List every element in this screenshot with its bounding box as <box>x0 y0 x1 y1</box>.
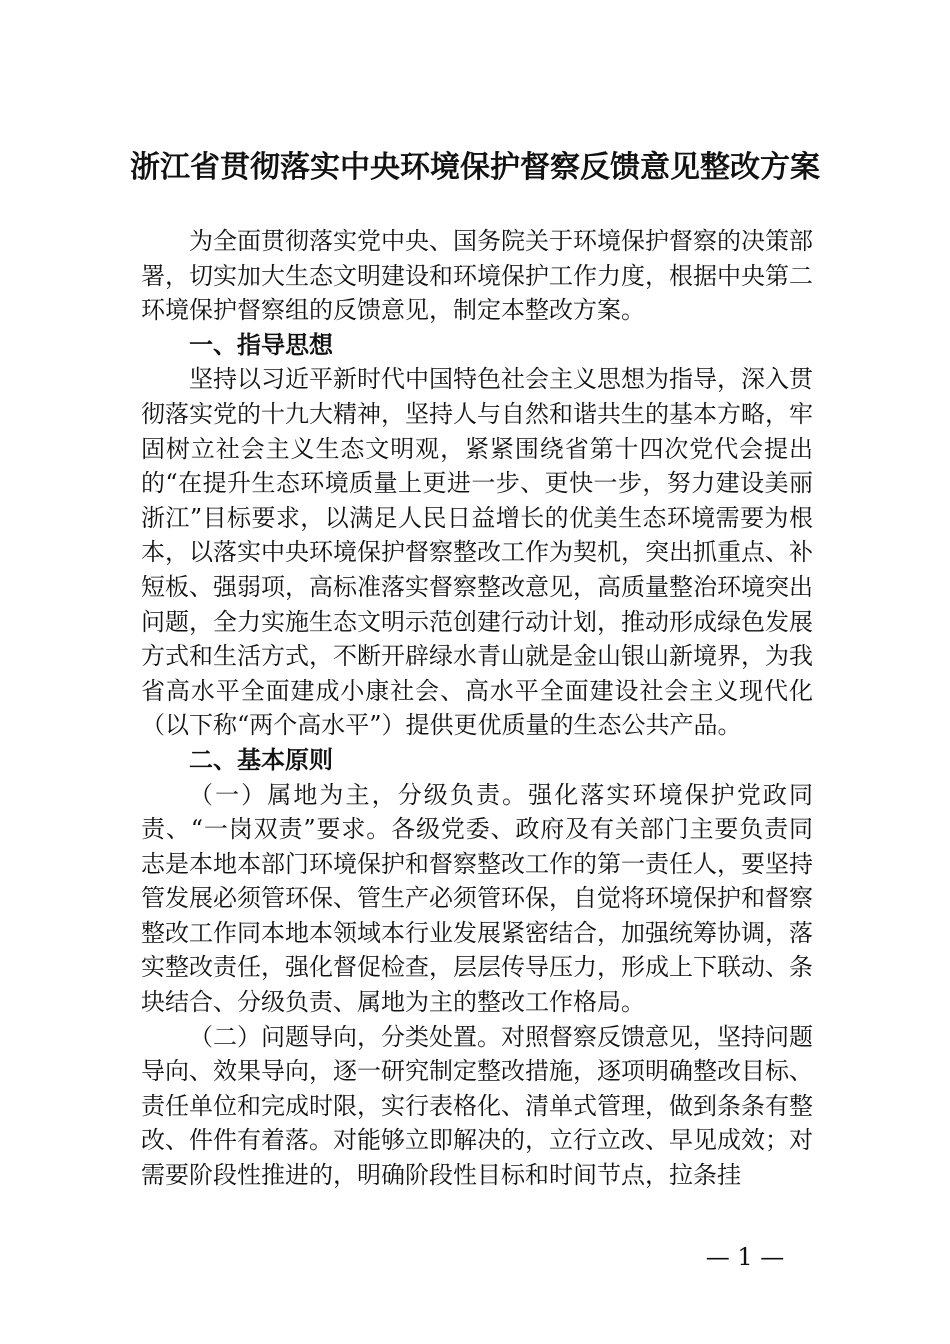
principle-2-paragraph <box>141 1020 813 1193</box>
principle-2-text: 对照督察反馈意见，坚持问题导向、效果导向，逐一研究制定整改措施，逐项明确整改目标、责任单位和完成时限，实行表格化、清单式管理，做到条条有整改、件件有着落。对能够立即解决的，立行立改、早见成效；对需要阶段性推进的，明确阶段性目标和时间节点，拉条挂 <box>141 1022 813 1190</box>
section-heading-basic-principles: 二、基本原则 <box>189 745 333 774</box>
principle-2-lead: （二）问题导向，分类处置。 <box>189 1022 501 1051</box>
section-heading-guiding-ideology: 一、指导思想 <box>189 330 333 359</box>
document-body <box>141 224 813 1193</box>
intro-paragraph: 为全面贯彻落实党中央、国务院关于环境保护督察的决策部署，切实加大生态文明建设和环境保护工作力度，根据中央第二环境保护督察组的反馈意见，制定本整改方案。 <box>141 227 813 325</box>
principle-1-paragraph <box>141 778 813 1020</box>
page-number: — 1 — <box>705 1243 785 1271</box>
guiding-ideology-paragraph: 坚持以习近平新时代中国特色社会主义思想为指导，深入贯彻落实党的十九大精神，坚持人与自然和谐共生的基本方略，牢固树立社会主义生态文明观，紧紧围绕省第十四次党代会提出的“在提升生态环境质量上更进一步、更快一步，努力建设美丽浙江”目标要求，以满足人民日益增长的优美生态环境需要为根本，以落实中央环境保护督察整改工作为契机，突出抓重点、补短板、强弱项，高标准落实督察整改意见，高质量整治环境突出问题，全力实施生态文明示范创建行动计划，推动形成绿色发展方式和生活方式，不断开辟绿水青山就是金山银山新境界，为我省高水平全面建成小康社会、高水平全面建设社会主义现代化（以下称“两个高水平”）提供更优质量的生态公共产品。 <box>141 365 813 740</box>
document-title: 浙江省贯彻落实中央环境保护督察反馈意见整改方案 <box>130 150 820 185</box>
principle-1-lead: （一）属地为主，分级负责。 <box>189 780 529 809</box>
principle-1-text: 强化落实环境保护党政同责、“一岗双责”要求。各级党委、政府及有关部门主要负责同志是本地本部门环境保护和督察整改工作的第一责任人，要坚持管发展必须管环保、管生产必须管环保，自觉将环境保护和督察整改工作同本地本领域本行业发展紧密结合，加强统筹协调，落实整改责任，强化督促检查，层层传导压力，形成上下联动、条块结合、分级负责、属地为主的整改工作格局。 <box>141 780 814 1017</box>
